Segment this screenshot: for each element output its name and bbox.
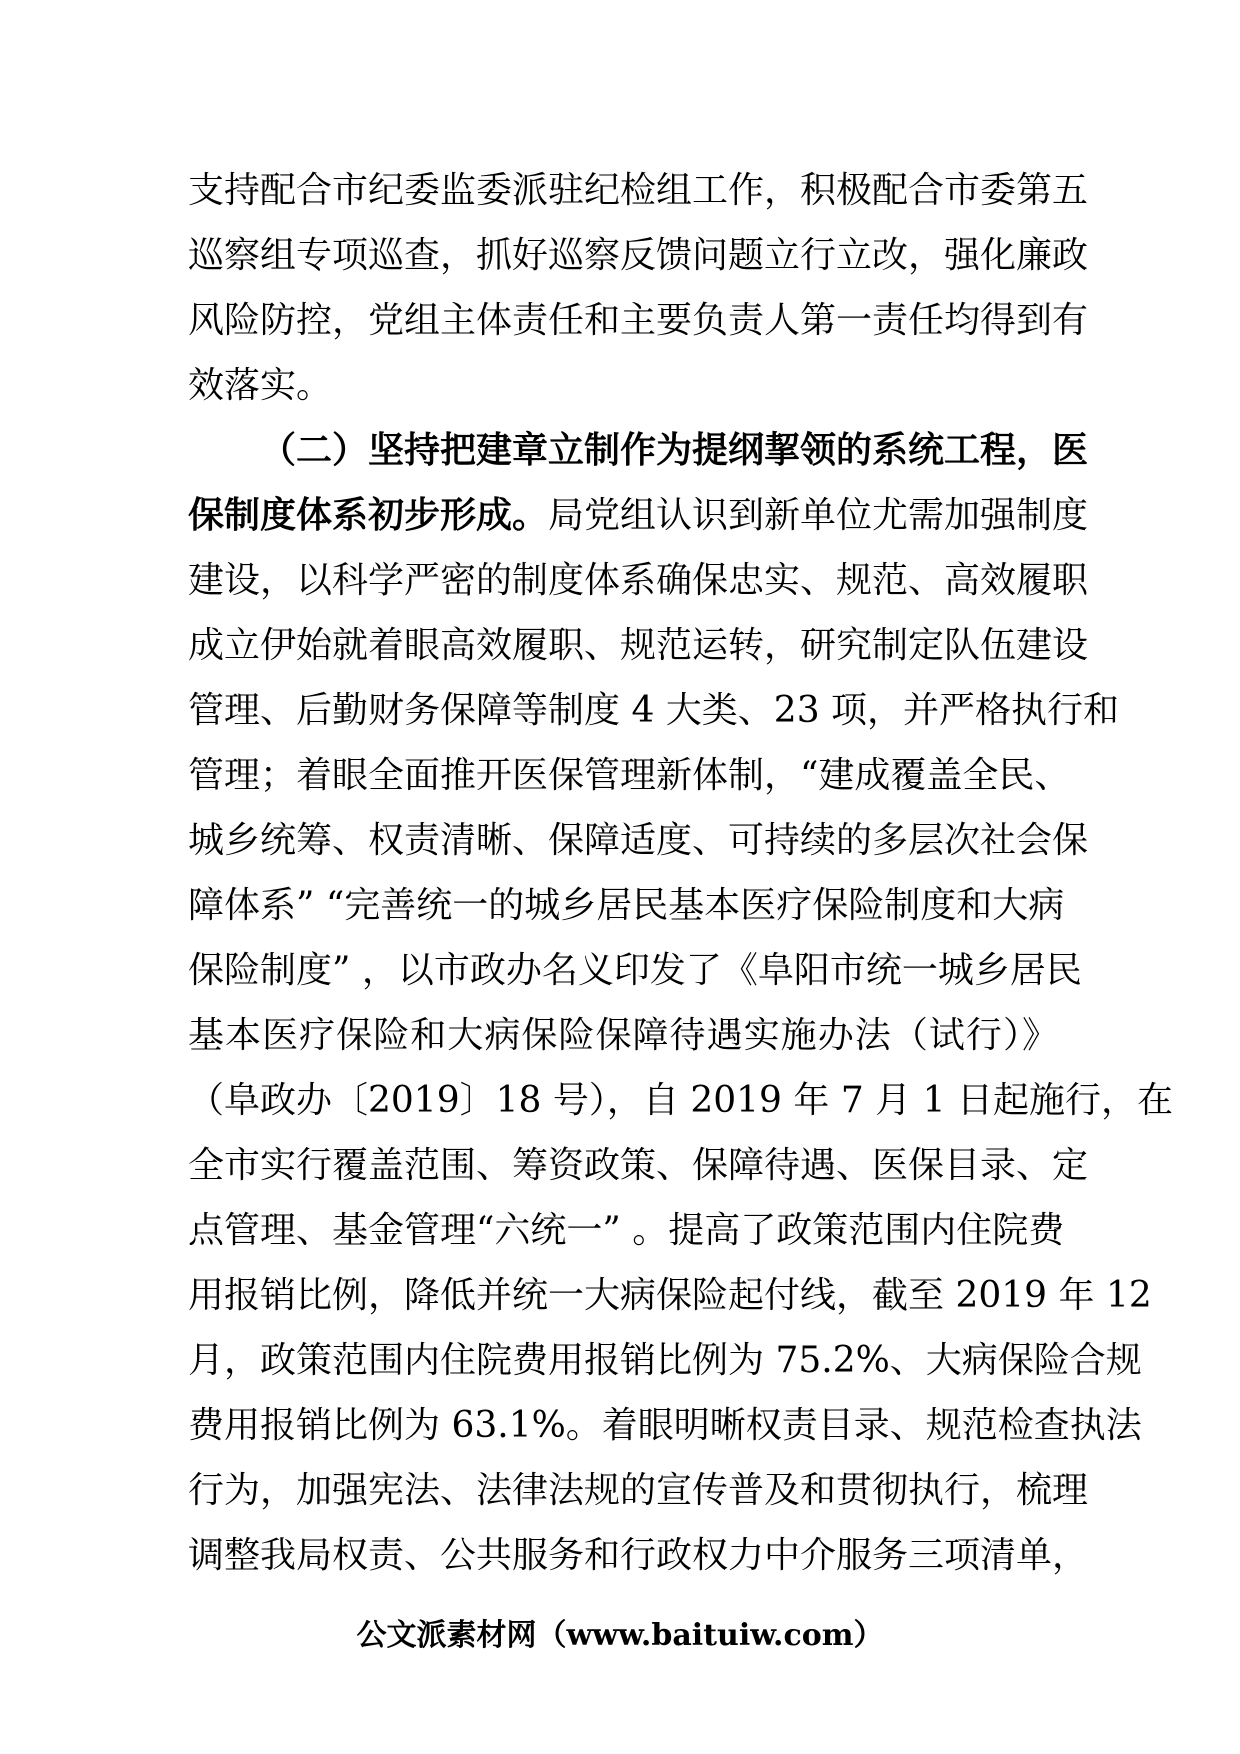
text-line: 障体系” “完善统一的城乡居民基本医疗保险制度和大病 [188, 885, 1065, 926]
text-line: 支持配合市纪委监委派驻纪检组工作，积极配合市委第五 [188, 170, 1089, 211]
text-line-mixed [188, 483, 1089, 548]
text-line: 成立伊始就着眼高效履职、规范运转，研究制定队伍建设 [188, 625, 1089, 666]
text-line: 效落实。 [188, 365, 333, 406]
text-line: 巡察组专项巡查，抓好巡察反馈问题立行立改，强化廉政 [188, 235, 1089, 276]
text-line: （阜政办〔2019〕18 号），自 2019 年 7 月 1 日起施行，在 [188, 1080, 1173, 1121]
text-line: 保险制度” ，以市政办名义印发了《阜阳市统一城乡居民 [188, 950, 1082, 991]
text-line: 行为，加强宪法、法律法规的宣传普及和贯彻执行，梳理 [188, 1470, 1089, 1511]
text-line: 建设，以科学严密的制度体系确保忠实、规范、高效履职 [188, 560, 1089, 601]
section-heading: （二）坚持把建章立制作为提纲挈领的系统工程，医 [260, 430, 1089, 471]
text-line: 费用报销比例为 63.1%。着眼明晰权责目录、规范检查执法 [188, 1405, 1142, 1446]
text-line: 风险防控，党组主体责任和主要负责人第一责任均得到有 [188, 300, 1089, 341]
text-line: 点管理、基金管理“六统一” 。提高了政策范围内住院费 [188, 1210, 1065, 1251]
text-line: 用报销比例，降低并统一大病保险起付线，截至 2019 年 12 [188, 1275, 1152, 1316]
footer-watermark: 公文派素材网（www.baituiw.com） [356, 1618, 884, 1653]
text-line: 城乡统筹、权责清晰、保障适度、可持续的多层次社会保 [188, 820, 1089, 861]
text-line: 调整我局权责、公共服务和行政权力中介服务三项清单， [188, 1535, 1089, 1576]
section-heading-end: 保制度体系初步形成。 [188, 495, 549, 536]
text-line: 管理；着眼全面推开医保管理新体制，“建成覆盖全民、 [188, 755, 1071, 796]
document-body [188, 158, 1173, 1588]
text-line: 管理、后勤财务保障等制度 4 大类、23 项，并严格执行和 [188, 690, 1120, 731]
text-line: 月，政策范围内住院费用报销比例为 75.2%、大病保险合规 [188, 1340, 1142, 1381]
text-segment: 局党组认识到新单位尤需加强制度 [548, 495, 1089, 536]
text-line: 基本医疗保险和大病保险保障待遇实施办法（试行）》 [188, 1015, 1058, 1056]
text-line: 全市实行覆盖范围、筹资政策、保障待遇、医保目录、定 [188, 1145, 1089, 1186]
